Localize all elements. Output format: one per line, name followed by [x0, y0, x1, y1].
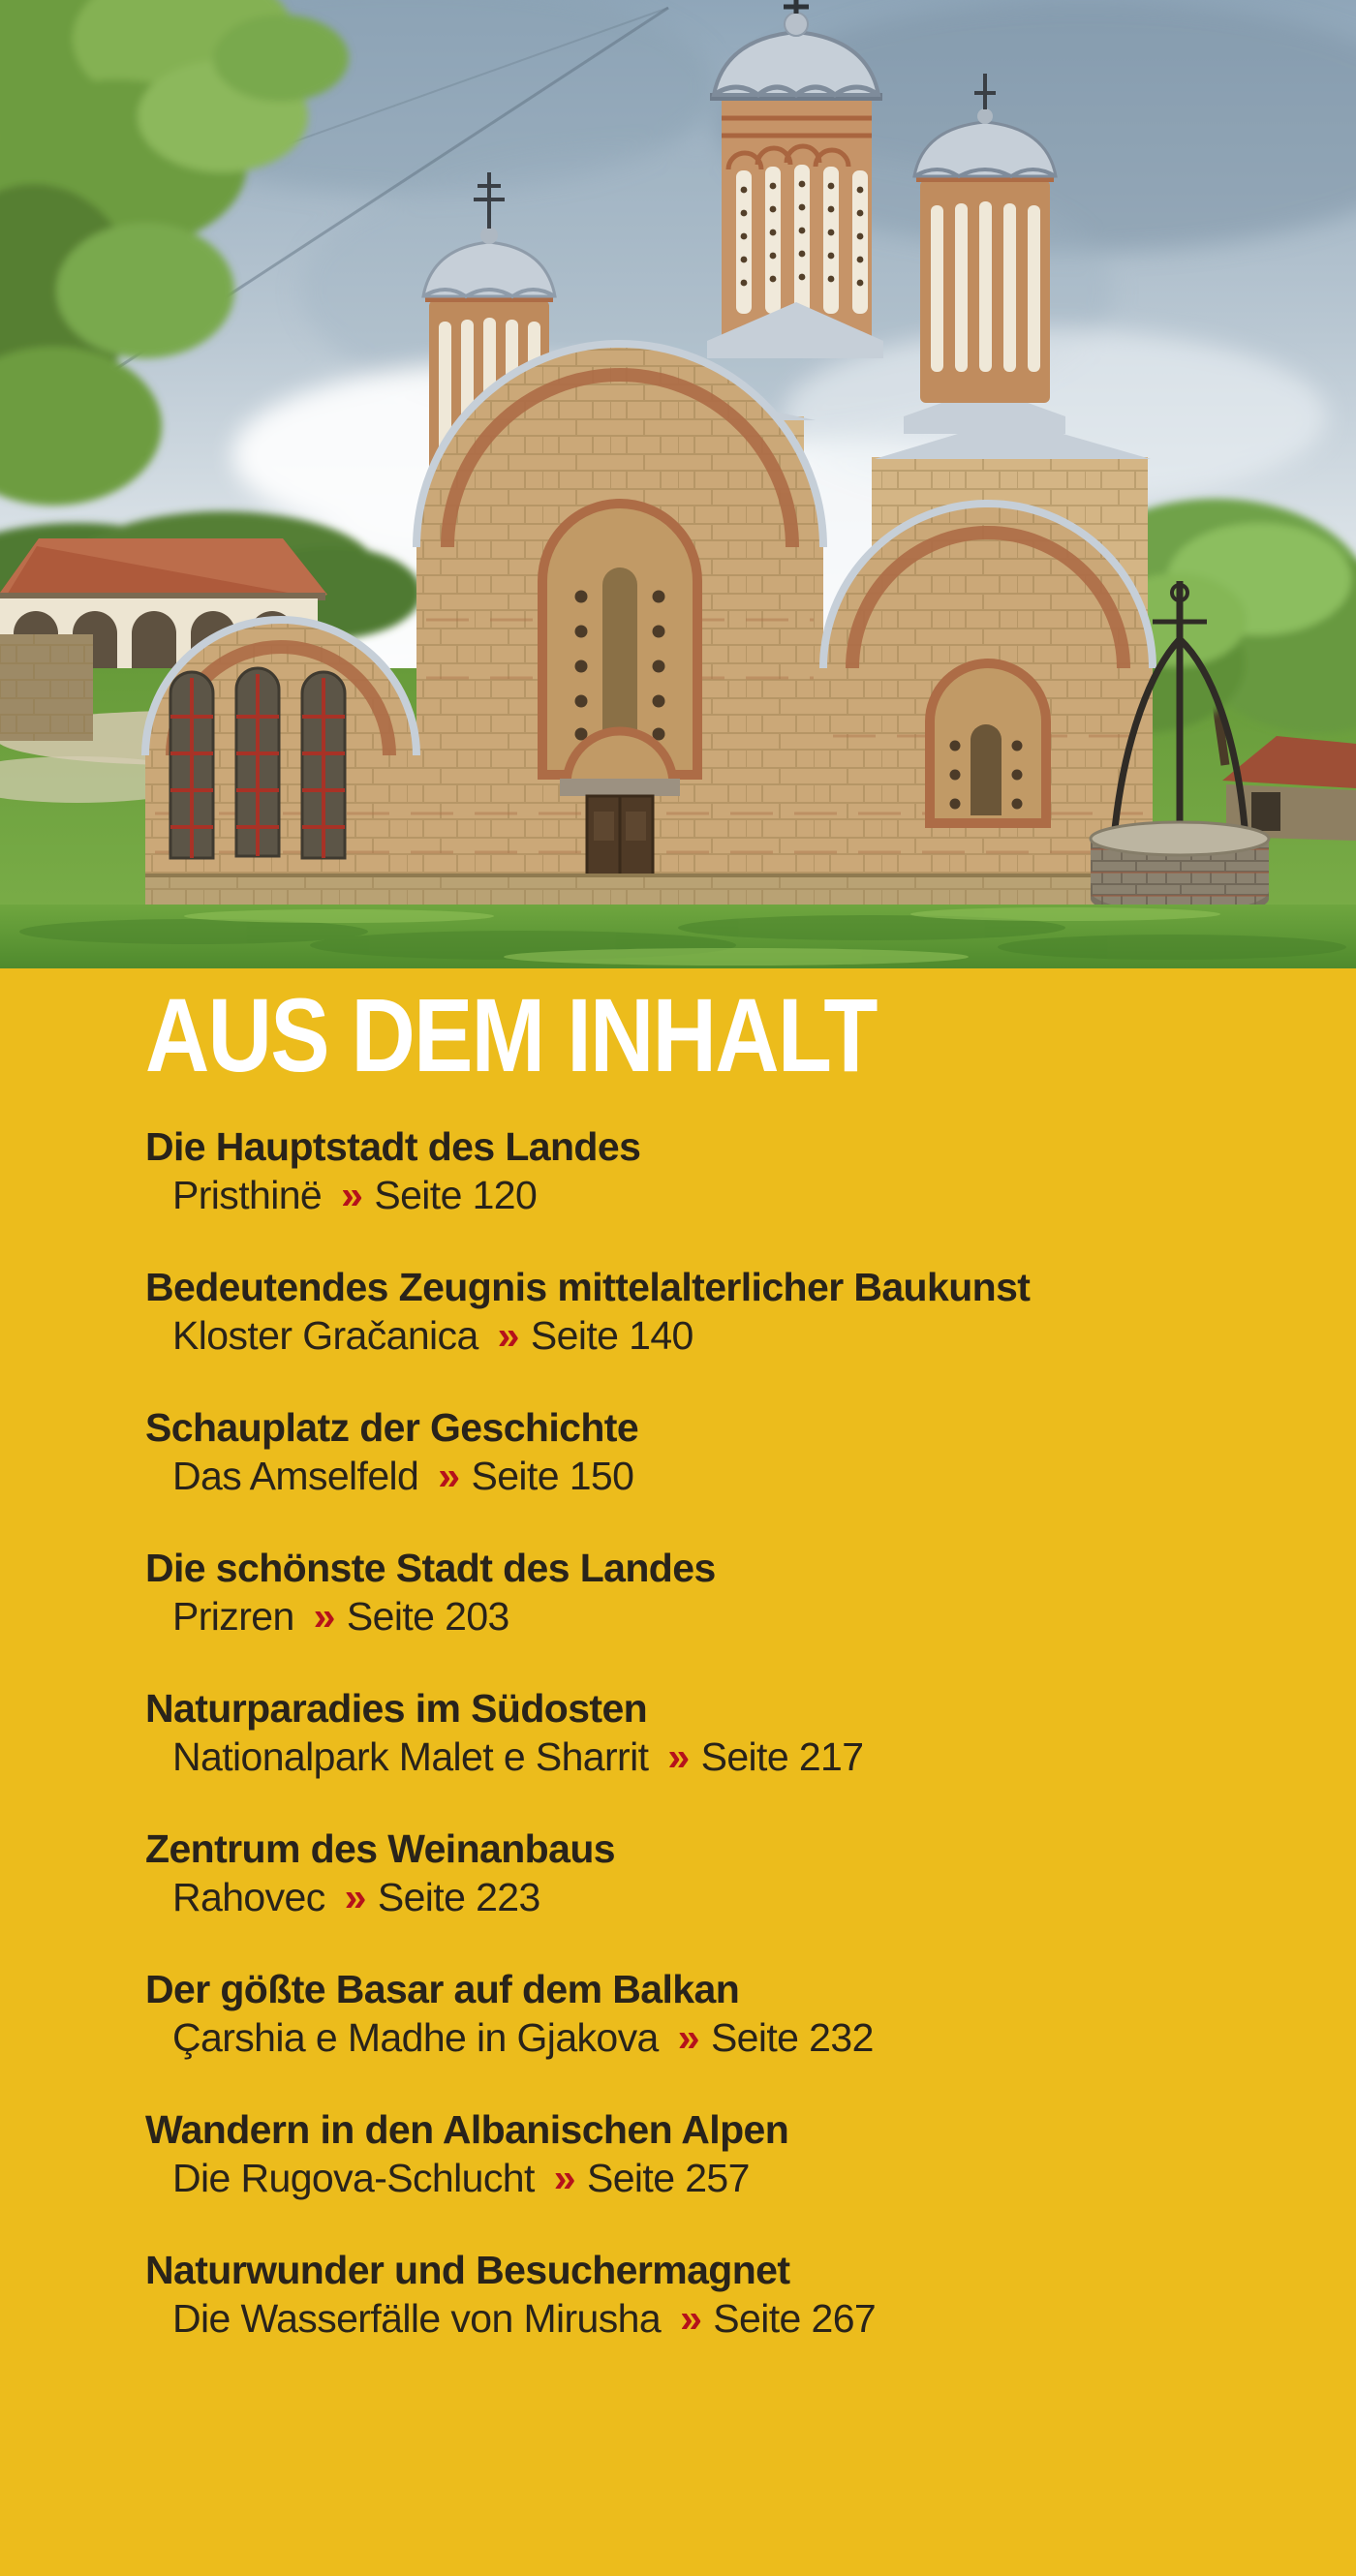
chevron-right-icon: » [667, 1733, 690, 1779]
entry-title: Zentrum des Weinanbaus [145, 1825, 615, 1871]
foreground-lawn [0, 905, 1356, 968]
entry-subtitle [145, 1171, 1298, 1219]
entry-place: Das Amselfeld [172, 1453, 419, 1498]
entry-title: Bedeutendes Zeugnis mittelalterlicher Baukunst [145, 1264, 1031, 1309]
entry-page-reference: Seite 203 [346, 1593, 509, 1639]
chevron-right-icon: » [438, 1453, 460, 1498]
entry-title: Die schönste Stadt des Landes [145, 1545, 716, 1590]
chevron-right-icon: » [341, 1172, 363, 1217]
entry-page-reference: Seite 120 [374, 1172, 538, 1217]
entry-page-reference: Seite 267 [713, 2295, 877, 2341]
entry-place: Pristhinë [172, 1172, 323, 1217]
entry-page-reference: Seite 257 [586, 2155, 750, 2200]
entry-title: Wandern in den Albanischen Alpen [145, 2106, 789, 2152]
entry-place: Die Rugova-Schlucht [172, 2155, 535, 2200]
contents-list [145, 1122, 1298, 2343]
contents-entry[interactable] [145, 1965, 1298, 2062]
page-title: AUS DEM INHALT [145, 976, 877, 1093]
entry-place: Kloster Gračanica [172, 1312, 478, 1358]
entry-page-reference: Seite 150 [471, 1453, 634, 1498]
contents-entry[interactable] [145, 1684, 1298, 1781]
entry-page-reference: Seite 140 [530, 1312, 693, 1358]
entry-subtitle [145, 1733, 1298, 1781]
entry-subtitle [145, 1452, 1298, 1500]
monastery-photo [0, 0, 1356, 968]
contents-entry[interactable] [145, 1263, 1298, 1360]
contents-entry[interactable] [145, 2246, 1298, 2343]
chevron-right-icon: » [680, 2295, 702, 2341]
entry-place: Prizren [172, 1593, 294, 1639]
entry-page-reference: Seite 232 [710, 2014, 874, 2060]
entry-title: Die Hauptstadt des Landes [145, 1123, 641, 1169]
entry-place: Die Wasserfälle von Mirusha [172, 2295, 662, 2341]
contents-entry[interactable] [145, 1122, 1298, 1219]
entry-place: Rahovec [172, 1874, 325, 1919]
chevron-right-icon: » [313, 1593, 335, 1639]
entry-title: Der gößte Basar auf dem Balkan [145, 1966, 740, 2011]
entry-place: Çarshia e Madhe in Gjakova [172, 2014, 659, 2060]
entry-page-reference: Seite 217 [700, 1733, 864, 1779]
porch-windows [170, 668, 345, 858]
contents-entry[interactable] [145, 1403, 1298, 1500]
contents-entry[interactable] [145, 1825, 1298, 1921]
entry-title: Naturwunder und Besuchermagnet [145, 2247, 790, 2292]
entry-subtitle [145, 2013, 1298, 2062]
chevron-right-icon: » [344, 1874, 366, 1919]
chevron-right-icon: » [677, 2014, 699, 2060]
contents-section [0, 968, 1356, 2343]
chevron-right-icon: » [553, 2155, 575, 2200]
entry-title: Naturparadies im Südosten [145, 1685, 648, 1731]
right-window [930, 663, 1046, 823]
contents-entry[interactable] [145, 1544, 1298, 1641]
entry-subtitle [145, 2294, 1298, 2343]
entry-page-reference: Seite 223 [377, 1874, 540, 1919]
entry-subtitle [145, 1311, 1298, 1360]
entry-subtitle [145, 2154, 1298, 2202]
entry-subtitle [145, 1873, 1298, 1921]
entry-subtitle [145, 1592, 1298, 1641]
entry-title: Schauplatz der Geschichte [145, 1404, 639, 1450]
contents-entry[interactable] [145, 2105, 1298, 2202]
entry-place: Nationalpark Malet e Sharrit [172, 1733, 649, 1779]
chevron-right-icon: » [497, 1312, 519, 1358]
